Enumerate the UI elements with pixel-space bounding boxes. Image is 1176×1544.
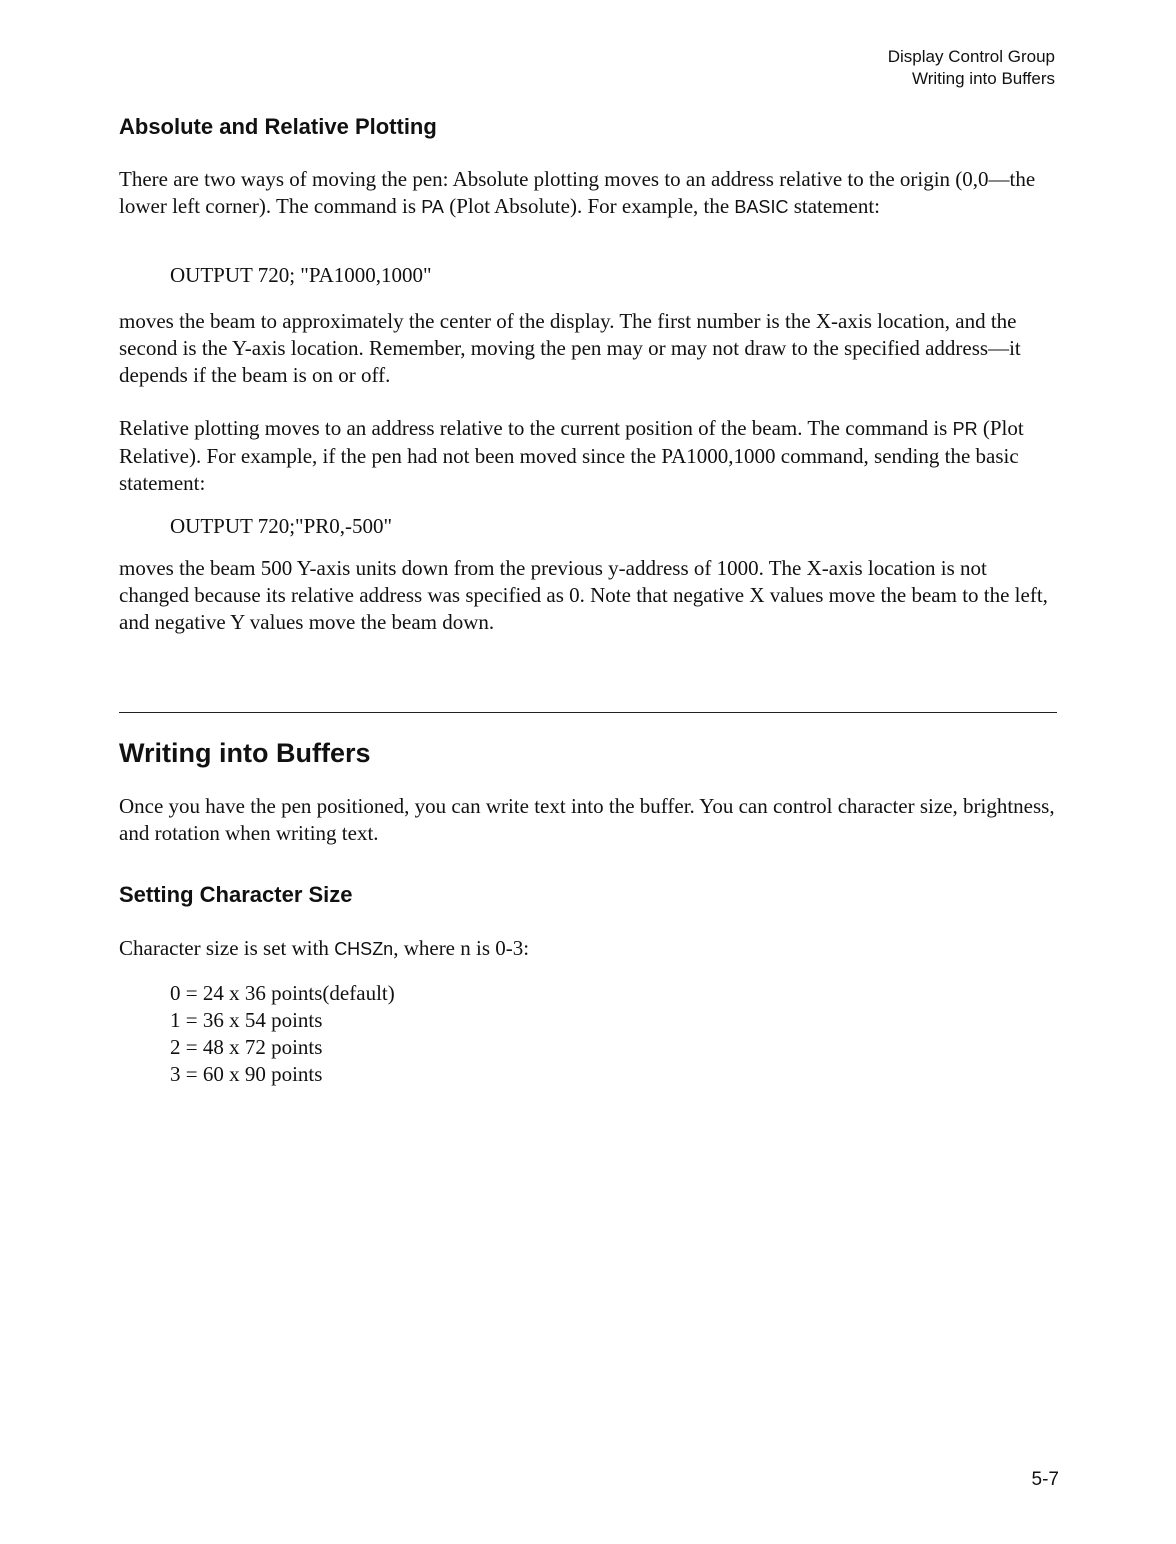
text-run: , where n is 0-3: <box>393 936 530 960</box>
paragraph-writing-text: Once you have the pen positioned, you can write text into the buffer. You can control character size, brightness, and rotation when writing text. <box>119 794 1055 845</box>
heading-setting-character-size: Setting Character Size <box>119 882 353 907</box>
text-run: (Plot Absolute). For example, the <box>443 194 735 218</box>
heading-writing-into-buffers: Writing into Buffers <box>119 738 371 768</box>
text-run: (Plot Relative). For example, if the pen had not been moved since the PA1000,1000 command, sending the basic statement: <box>119 416 1024 495</box>
header-line-2: Writing into Buffers <box>912 69 1055 88</box>
paragraph-beam-down: moves the beam 500 Y-axis units down from the previous y-address of 1000. The X-axis location is not changed because its relative address was specified as 0. Note that negative X values move the beam to the left, and negative Y values move the beam down. <box>119 556 1048 634</box>
character-size-list <box>170 980 395 1088</box>
command-pa: PA <box>421 197 444 217</box>
command-chszn: CHSZn <box>334 939 394 959</box>
basic-keyword: BASIC <box>734 197 789 217</box>
paragraph-beam-center: moves the beam to approximately the center of the display. The first number is the X-axis location, and the second is the Y-axis location. Remember, moving the pen may or may not draw to the specified address—it depends if the beam is on or off. <box>119 309 1021 387</box>
paragraph-character-size <box>119 935 1059 963</box>
text-run: statement: <box>788 194 881 218</box>
list-item: 2 = 48 x 72 points <box>170 1035 323 1059</box>
page-number: 5-7 <box>1031 1469 1059 1490</box>
code-example-pr: OUTPUT 720;"PR0,-500" <box>170 514 393 538</box>
list-item: 1 = 36 x 54 points <box>170 1008 323 1032</box>
text-run: There are two ways of moving the pen: Absolute plotting moves to an address relative to the origin (0,0—the lower left corner). The command is <box>119 167 1036 218</box>
running-header <box>888 46 1055 90</box>
text-run: Relative plotting moves to an address relative to the current position of the beam. The command is <box>119 416 953 440</box>
section-divider <box>119 712 1057 713</box>
heading-absolute-relative-plotting: Absolute and Relative Plotting <box>119 114 437 139</box>
paragraph-absolute-plotting <box>119 166 1059 221</box>
paragraph-relative-plotting <box>119 415 1059 497</box>
header-line-1: Display Control Group <box>887 47 1055 66</box>
text-run: Character size is set with <box>119 936 335 960</box>
list-item: 0 = 24 x 36 points(default) <box>170 981 395 1005</box>
list-item: 3 = 60 x 90 points <box>170 1062 323 1086</box>
code-example-pa: OUTPUT 720; "PA1000,1000" <box>170 263 432 287</box>
command-pr: PR <box>952 419 978 439</box>
